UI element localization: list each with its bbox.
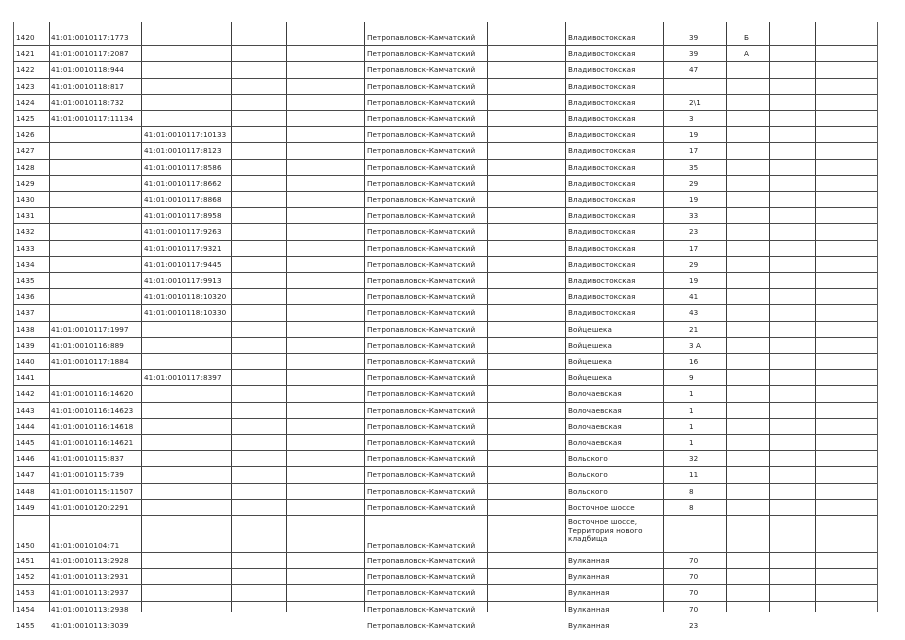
row-divider bbox=[13, 288, 877, 289]
house-number-cell: 1 bbox=[689, 405, 694, 415]
row-divider bbox=[13, 369, 877, 370]
house-number-cell: 11 bbox=[689, 470, 699, 480]
cadastral-number: 41:01:0010113:2937 bbox=[51, 588, 129, 598]
city-cell: Петропавловск-Камчатский bbox=[367, 162, 476, 172]
house-number-cell: 3 bbox=[689, 114, 694, 123]
row-number: 1421 bbox=[16, 49, 35, 59]
row-number: 1441 bbox=[16, 373, 35, 383]
city-cell: Петропавловск-Камчатский bbox=[367, 211, 476, 221]
street-cell: Владивостокская bbox=[568, 276, 636, 285]
row-number: 1449 bbox=[16, 502, 35, 512]
cadastral-number: 41:01:0010117:11134 bbox=[51, 114, 134, 123]
row-divider bbox=[13, 515, 877, 516]
row-divider bbox=[13, 45, 877, 46]
city-cell: Петропавловск-Камчатский bbox=[367, 146, 476, 156]
street-cell: Владивостокская bbox=[568, 33, 636, 42]
house-number-cell: 39 bbox=[689, 33, 699, 42]
row-number: 1429 bbox=[16, 178, 35, 188]
row-divider bbox=[13, 418, 877, 419]
row-divider bbox=[13, 240, 877, 241]
house-number-cell: 1 bbox=[689, 389, 694, 399]
row-number: 1434 bbox=[16, 259, 35, 269]
street-cell: Владивостокская bbox=[568, 49, 636, 59]
street-cell: Вулканная bbox=[568, 572, 610, 582]
street-cell: Владивостокская bbox=[568, 227, 636, 237]
city-cell: Петропавловск-Камчатский bbox=[367, 130, 476, 140]
row-number: 1450 bbox=[16, 541, 35, 550]
row-divider bbox=[13, 466, 877, 467]
row-number: 1425 bbox=[16, 114, 35, 123]
cadastral-number-alt: 41:01:0010117:8868 bbox=[144, 195, 222, 204]
city-cell: Петропавловск-Камчатский bbox=[367, 49, 476, 59]
cadastral-number: 41:01:0010117:1884 bbox=[51, 357, 129, 366]
row-number: 1445 bbox=[16, 438, 35, 447]
city-cell: Петропавловск-Камчатский bbox=[367, 308, 476, 318]
row-number: 1427 bbox=[16, 146, 35, 156]
street-cell: Владивостокская bbox=[568, 65, 636, 75]
row-number: 1451 bbox=[16, 556, 35, 565]
street-cell: Вулканная bbox=[568, 604, 610, 614]
row-divider bbox=[13, 175, 877, 176]
row-number: 1437 bbox=[16, 308, 35, 318]
street-cell: Вулканная bbox=[568, 588, 610, 598]
cadastral-number-alt: 41:01:0010117:8397 bbox=[144, 373, 222, 383]
house-number-cell: 19 bbox=[689, 276, 699, 285]
city-cell: Петропавловск-Камчатский bbox=[367, 421, 476, 431]
row-number: 1455 bbox=[16, 620, 35, 630]
house-number-cell: 2\1 bbox=[689, 97, 701, 107]
row-divider bbox=[13, 568, 877, 569]
row-divider bbox=[13, 601, 877, 602]
cadastral-number: 41:01:0010113:2938 bbox=[51, 604, 129, 614]
row-divider bbox=[13, 272, 877, 273]
street-cell: Вольского bbox=[568, 470, 608, 480]
cadastral-number: 41:01:0010118:732 bbox=[51, 97, 124, 107]
street-cell: Владивостокская bbox=[568, 114, 636, 123]
house-number-cell: 41 bbox=[689, 292, 699, 302]
row-number: 1442 bbox=[16, 389, 35, 399]
row-divider bbox=[13, 499, 877, 500]
cadastral-number-alt: 41:01:0010117:8586 bbox=[144, 162, 222, 172]
city-cell: Петропавловск-Камчатский bbox=[367, 81, 476, 91]
city-cell: Петропавловск-Камчатский bbox=[367, 65, 476, 75]
row-number: 1443 bbox=[16, 405, 35, 415]
house-number-cell: 70 bbox=[689, 588, 699, 598]
cadastral-number: 41:01:0010113:2928 bbox=[51, 556, 129, 565]
house-number-cell: 1 bbox=[689, 421, 694, 431]
row-number: 1433 bbox=[16, 243, 35, 253]
street-cell: Восточное шоссе bbox=[568, 502, 635, 512]
city-cell: Петропавловск-Камчатский bbox=[367, 620, 476, 630]
street-cell: Волочаевская bbox=[568, 438, 622, 447]
row-divider bbox=[13, 191, 877, 192]
row-divider bbox=[13, 584, 877, 585]
street-cell: Владивостокская bbox=[568, 195, 636, 204]
building-letter-cell: А bbox=[744, 49, 750, 59]
city-cell: Петропавловск-Камчатский bbox=[367, 502, 476, 512]
house-number-cell: 8 bbox=[689, 502, 694, 512]
city-cell: Петропавловск-Камчатский bbox=[367, 405, 476, 415]
city-cell: Петропавловск-Камчатский bbox=[367, 604, 476, 614]
row-divider bbox=[13, 337, 877, 338]
street-cell: Вольского bbox=[568, 454, 608, 464]
city-cell: Петропавловск-Камчатский bbox=[367, 373, 476, 383]
row-number: 1438 bbox=[16, 324, 35, 334]
row-number: 1453 bbox=[16, 588, 35, 598]
row-number: 1444 bbox=[16, 421, 35, 431]
street-cell: Владивостокская bbox=[568, 292, 636, 302]
street-cell: Владивостокская bbox=[568, 259, 636, 269]
city-cell: Петропавловск-Камчатский bbox=[367, 454, 476, 464]
row-number: 1422 bbox=[16, 65, 35, 75]
house-number-cell: 70 bbox=[689, 572, 699, 582]
cadastral-number: 41:01:0010115:739 bbox=[51, 470, 124, 480]
city-cell: Петропавловск-Камчатский bbox=[367, 276, 476, 285]
row-divider bbox=[13, 207, 877, 208]
cadastral-number: 41:01:0010115:837 bbox=[51, 454, 124, 464]
city-cell: Петропавловск-Камчатский bbox=[367, 33, 476, 42]
cadastral-number-alt: 41:01:0010117:8662 bbox=[144, 178, 222, 188]
cadastral-number-alt: 41:01:0010117:9913 bbox=[144, 276, 222, 285]
city-cell: Петропавловск-Камчатский bbox=[367, 243, 476, 253]
city-cell: Петропавловск-Камчатский bbox=[367, 438, 476, 447]
house-number-cell: 9 bbox=[689, 373, 694, 383]
row-divider bbox=[13, 552, 877, 553]
house-number-cell: 23 bbox=[689, 620, 699, 630]
city-cell: Петропавловск-Камчатский bbox=[367, 324, 476, 334]
row-number: 1448 bbox=[16, 486, 35, 496]
city-cell: Петропавловск-Камчатский bbox=[367, 259, 476, 269]
city-cell: Петропавловск-Камчатский bbox=[367, 389, 476, 399]
column-divider bbox=[877, 22, 878, 612]
street-cell: Владивостокская bbox=[568, 162, 636, 172]
row-number: 1432 bbox=[16, 227, 35, 237]
house-number-cell: 70 bbox=[689, 556, 699, 565]
city-cell: Петропавловск-Камчатский bbox=[367, 486, 476, 496]
street-cell: Вольского bbox=[568, 486, 608, 496]
house-number-cell: 19 bbox=[689, 195, 699, 204]
row-divider bbox=[13, 61, 877, 62]
house-number-cell: 29 bbox=[689, 259, 699, 269]
cadastral-number-alt: 41:01:0010118:10320 bbox=[144, 292, 227, 302]
cadastral-number-alt: 41:01:0010117:10133 bbox=[144, 130, 227, 140]
cadastral-number: 41:01:0010113:2931 bbox=[51, 572, 129, 582]
row-divider bbox=[13, 78, 877, 79]
city-cell: Петропавловск-Камчатский bbox=[367, 357, 476, 366]
cadastral-number-alt: 41:01:0010117:9263 bbox=[144, 227, 222, 237]
cadastral-number: 41:01:0010117:2087 bbox=[51, 49, 129, 59]
row-number: 1436 bbox=[16, 292, 35, 302]
street-cell: Войцешека bbox=[568, 373, 612, 383]
street-cell: Войцешека bbox=[568, 340, 612, 350]
street-cell: Войцешека bbox=[568, 357, 612, 366]
house-number-cell: 43 bbox=[689, 308, 699, 318]
row-number: 1426 bbox=[16, 130, 35, 140]
house-number-cell: 17 bbox=[689, 146, 699, 156]
row-divider bbox=[13, 159, 877, 160]
cadastral-number-alt: 41:01:0010117:8958 bbox=[144, 211, 222, 221]
house-number-cell: 16 bbox=[689, 357, 699, 366]
city-cell: Петропавловск-Камчатский bbox=[367, 470, 476, 480]
row-number: 1423 bbox=[16, 81, 35, 91]
street-cell: Владивостокская bbox=[568, 243, 636, 253]
cadastral-number-alt: 41:01:0010118:10330 bbox=[144, 308, 227, 318]
row-number: 1440 bbox=[16, 357, 35, 366]
row-number: 1435 bbox=[16, 276, 35, 285]
street-cell: Волочаевская bbox=[568, 421, 622, 431]
row-divider bbox=[13, 450, 877, 451]
city-cell: Петропавловск-Камчатский bbox=[367, 178, 476, 188]
row-number: 1424 bbox=[16, 97, 35, 107]
cadastral-number: 41:01:0010116:14621 bbox=[51, 438, 134, 447]
cadastral-number-alt: 41:01:0010117:9321 bbox=[144, 243, 222, 253]
row-divider bbox=[13, 402, 877, 403]
cadastral-number: 41:01:0010115:11507 bbox=[51, 486, 134, 496]
street-cell: Владивостокская bbox=[568, 178, 636, 188]
building-letter-cell: Б bbox=[744, 33, 750, 42]
cadastral-number-alt: 41:01:0010117:9445 bbox=[144, 259, 222, 269]
row-number: 1420 bbox=[16, 33, 35, 42]
cadastral-number: 41:01:0010117:1773 bbox=[51, 33, 129, 42]
cadastral-number: 41:01:0010120:2291 bbox=[51, 502, 129, 512]
row-divider bbox=[13, 110, 877, 111]
cadastral-number: 41:01:0010116:14618 bbox=[51, 421, 134, 431]
row-divider bbox=[13, 321, 877, 322]
city-cell: Петропавловск-Камчатский bbox=[367, 340, 476, 350]
street-cell: Вулканная bbox=[568, 620, 610, 630]
city-cell: Петропавловск-Камчатский bbox=[367, 541, 476, 550]
street-cell: Владивостокская bbox=[568, 211, 636, 221]
cadastral-number: 41:01:0010118:817 bbox=[51, 81, 124, 91]
house-number-cell: 39 bbox=[689, 49, 699, 59]
row-divider bbox=[13, 223, 877, 224]
row-divider bbox=[13, 353, 877, 354]
row-number: 1430 bbox=[16, 195, 35, 204]
street-cell: Волочаевская bbox=[568, 389, 622, 399]
row-divider bbox=[13, 304, 877, 305]
street-cell: Вулканная bbox=[568, 556, 610, 565]
row-number: 1454 bbox=[16, 604, 35, 614]
street-cell: Владивостокская bbox=[568, 81, 636, 91]
house-number-cell: 23 bbox=[689, 227, 699, 237]
cadastral-number: 41:01:0010116:14623 bbox=[51, 405, 134, 415]
house-number-cell: 47 bbox=[689, 65, 699, 75]
row-number: 1431 bbox=[16, 211, 35, 221]
row-number: 1439 bbox=[16, 340, 35, 350]
row-divider bbox=[13, 142, 877, 143]
city-cell: Петропавловск-Камчатский bbox=[367, 292, 476, 302]
cadastral-number: 41:01:0010117:1997 bbox=[51, 324, 129, 334]
house-number-cell: 70 bbox=[689, 604, 699, 614]
row-divider bbox=[13, 483, 877, 484]
street-cell: Восточное шоссе, Территория нового кладбища bbox=[568, 518, 643, 544]
street-cell: Войцешека bbox=[568, 324, 612, 334]
row-number: 1446 bbox=[16, 454, 35, 464]
city-cell: Петропавловск-Камчатский bbox=[367, 588, 476, 598]
row-divider bbox=[13, 256, 877, 257]
house-number-cell: 35 bbox=[689, 162, 699, 172]
house-number-cell: 17 bbox=[689, 243, 699, 253]
house-number-cell: 29 bbox=[689, 178, 699, 188]
street-cell: Владивостокская bbox=[568, 308, 636, 318]
house-number-cell: 3 А bbox=[689, 340, 702, 350]
cadastral-number: 41:01:0010118:944 bbox=[51, 65, 124, 75]
cadastral-number: 41:01:0010113:3039 bbox=[51, 620, 129, 630]
city-cell: Петропавловск-Камчатский bbox=[367, 556, 476, 565]
row-number: 1447 bbox=[16, 470, 35, 480]
row-divider bbox=[13, 94, 877, 95]
house-number-cell: 1 bbox=[689, 438, 694, 447]
row-divider bbox=[13, 126, 877, 127]
city-cell: Петропавловск-Камчатский bbox=[367, 572, 476, 582]
street-cell: Владивостокская bbox=[568, 130, 636, 140]
cadastral-number: 41:01:0010116:14620 bbox=[51, 389, 134, 399]
city-cell: Петропавловск-Камчатский bbox=[367, 227, 476, 237]
row-divider bbox=[13, 434, 877, 435]
row-number: 1452 bbox=[16, 572, 35, 582]
cadastral-number-alt: 41:01:0010117:8123 bbox=[144, 146, 222, 156]
cadastral-number: 41:01:0010104:71 bbox=[51, 541, 120, 550]
city-cell: Петропавловск-Камчатский bbox=[367, 97, 476, 107]
city-cell: Петропавловск-Камчатский bbox=[367, 114, 476, 123]
house-number-cell: 19 bbox=[689, 130, 699, 140]
house-number-cell: 8 bbox=[689, 486, 694, 496]
house-number-cell: 21 bbox=[689, 324, 699, 334]
city-cell: Петропавловск-Камчатский bbox=[367, 195, 476, 204]
row-number: 1428 bbox=[16, 162, 35, 172]
street-cell: Владивостокская bbox=[568, 146, 636, 156]
house-number-cell: 33 bbox=[689, 211, 699, 221]
house-number-cell: 32 bbox=[689, 454, 699, 464]
street-cell: Владивостокская bbox=[568, 97, 636, 107]
cadastral-number: 41:01:0010116:889 bbox=[51, 340, 124, 350]
row-divider bbox=[13, 385, 877, 386]
street-cell: Волочаевская bbox=[568, 405, 622, 415]
